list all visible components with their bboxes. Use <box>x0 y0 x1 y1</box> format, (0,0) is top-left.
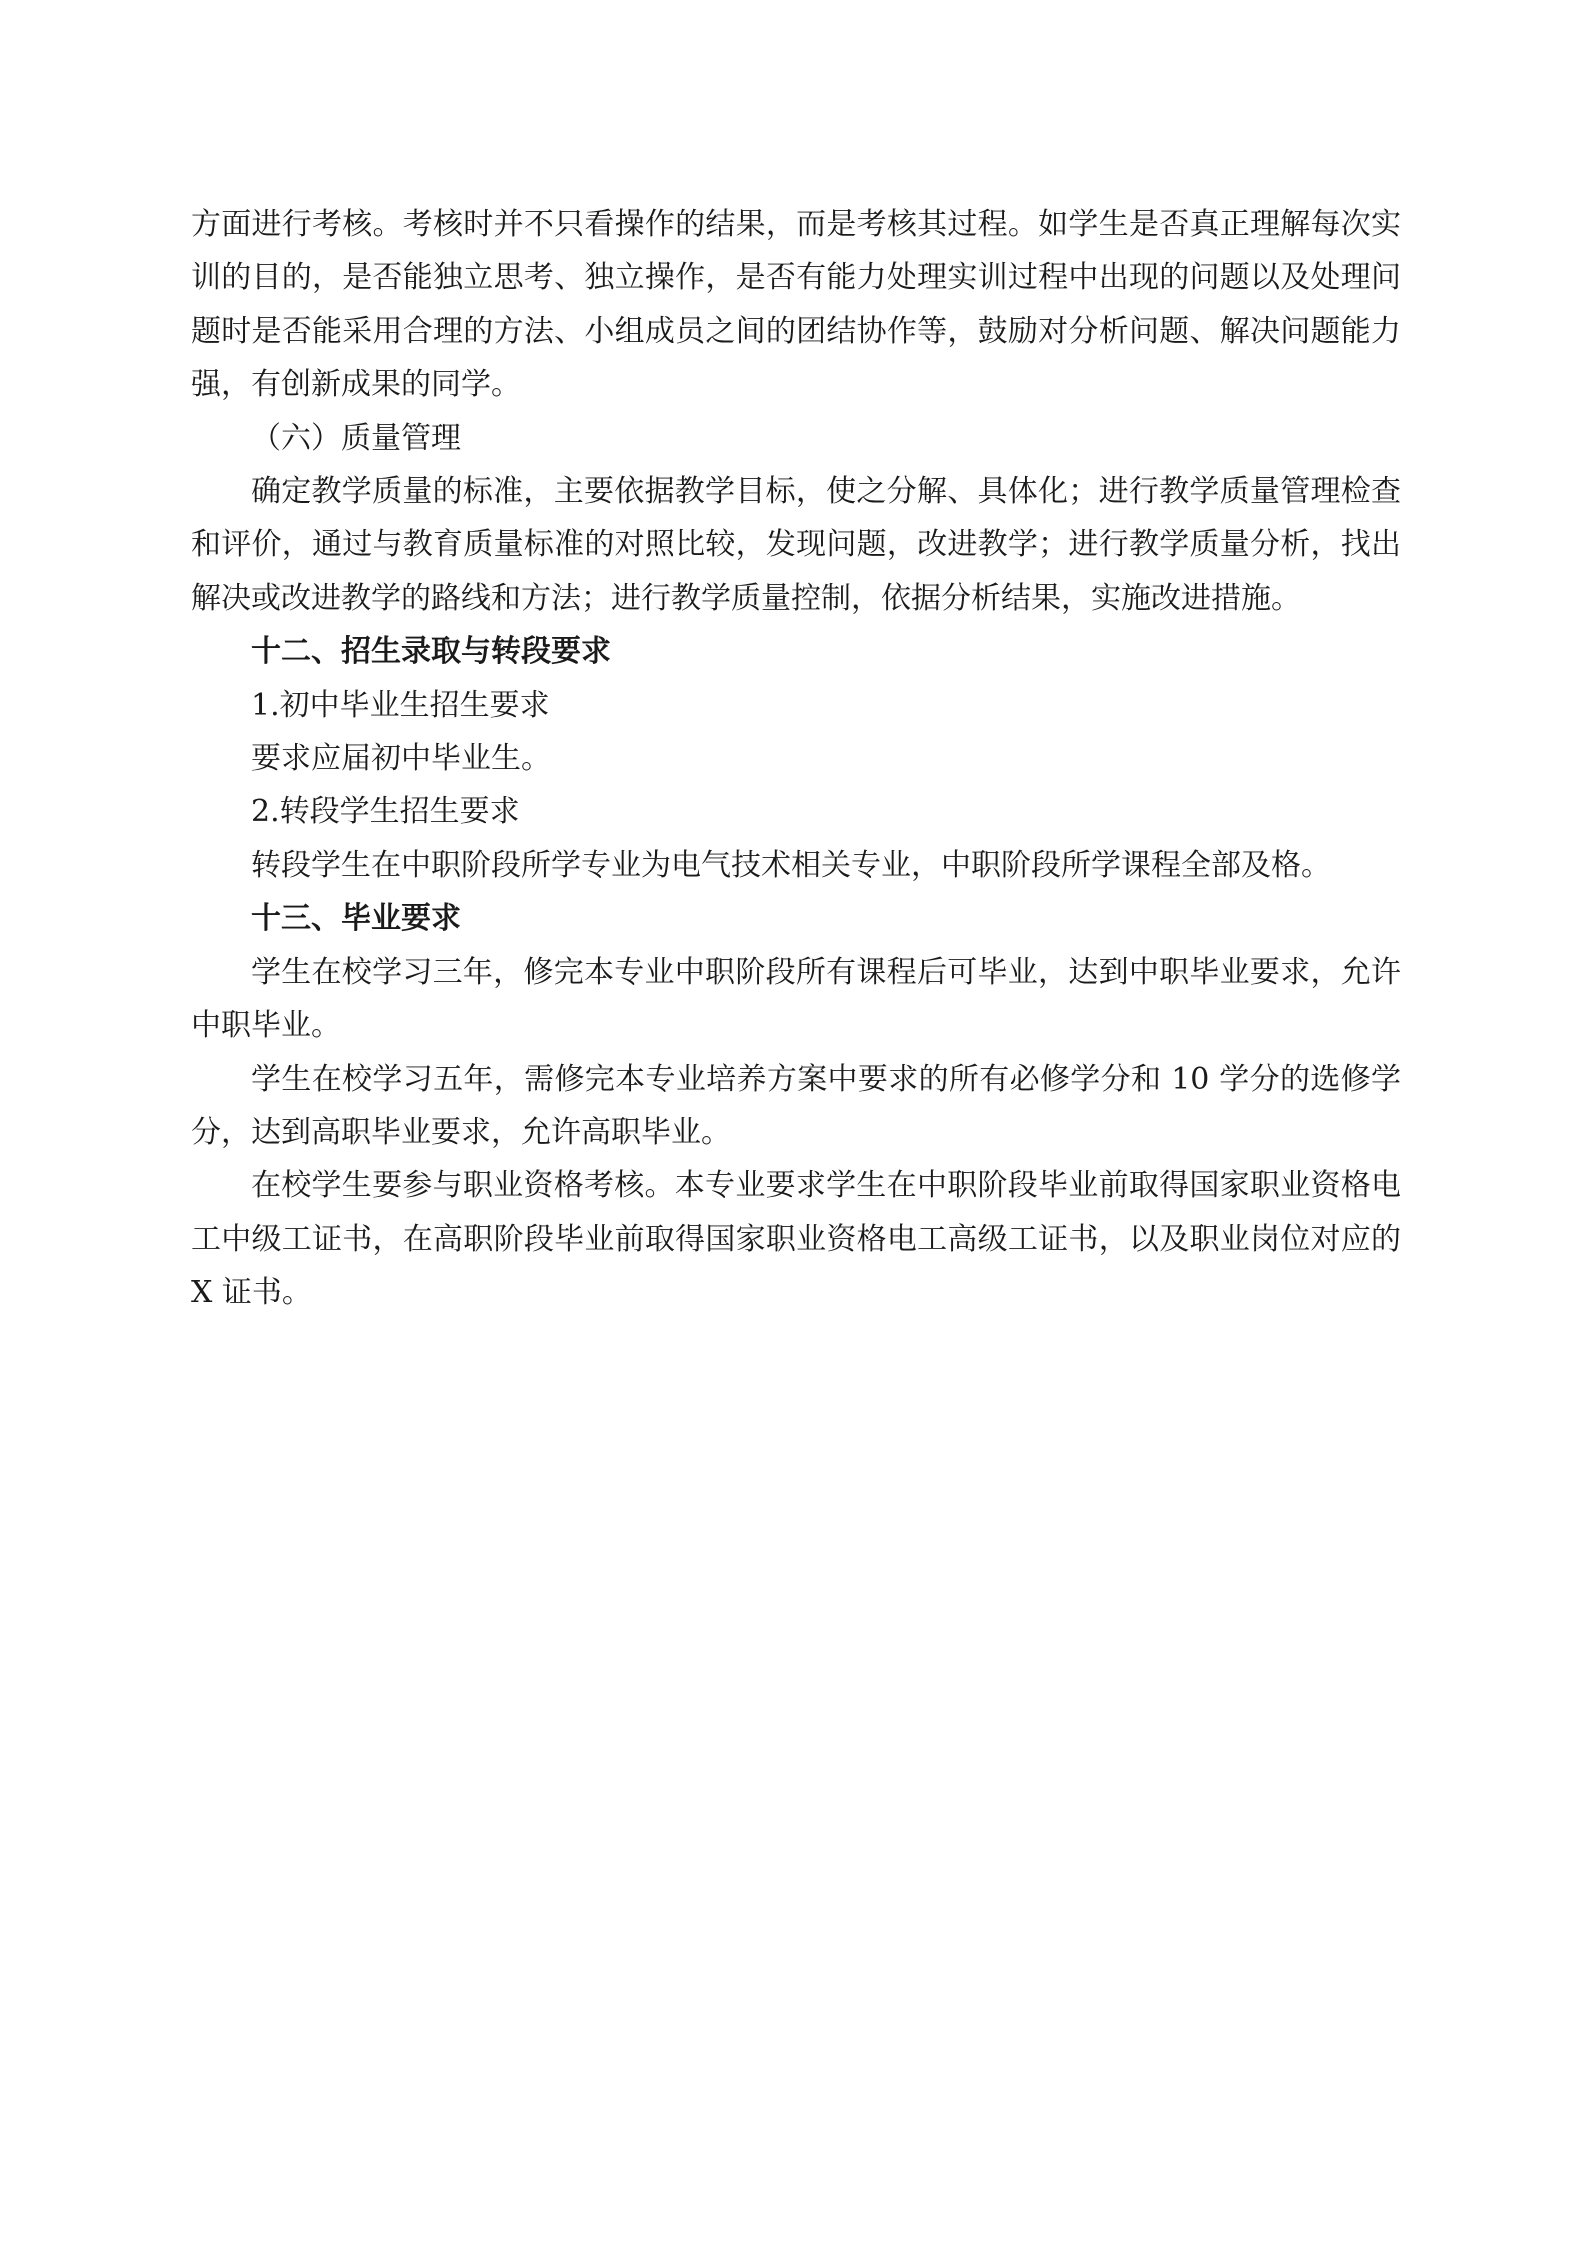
transfer-student-paragraph: 转段学生在中职阶段所学专业为电气技术相关专业，中职阶段所学课程全部及格。 <box>251 847 1331 883</box>
five-year-graduation-paragraph: 学生在校学习五年，需修完本专业培养方案中要求的所有必修学分和 10 学分的选修学分，达到高职毕业要求，允许高职毕业。 <box>191 1061 1401 1150</box>
junior-graduate-paragraph: 要求应届初中毕业生。 <box>251 741 551 777</box>
section-13-heading: 十三、毕业要求 <box>251 901 461 937</box>
quality-management-subheading: （六）质量管理 <box>251 420 461 456</box>
assessment-paragraph: 方面进行考核。考核时并不只看操作的结果，而是考核其过程。如学生是否真正理解每次实训的目的，是否能独立思考、独立操作，是否有能力处理实训过程中出现的问题以及处理问题时是否能采用合理的方法、小组成员之间的团结协作等，鼓励对分析问题、解决问题能力强，有创新成果的同学。 <box>191 207 1401 403</box>
three-year-graduation-paragraph: 学生在校学习三年，修完本专业中职阶段所有课程后可毕业，达到中职毕业要求，允许中职毕业。 <box>191 954 1401 1044</box>
quality-management-paragraph: 确定教学质量的标准，主要依据教学目标，使之分解、具体化；进行教学质量管理检查和评价，通过与教育质量标准的对照比较，发现问题，改进教学；进行教学质量分析，找出解决或改进教学的路线和方法；进行教学质量控制，依据分析结果，实施改进措施。 <box>191 474 1401 616</box>
section-12-heading: 十二、招生录取与转段要求 <box>251 634 611 670</box>
junior-graduate-subheading: 1.初中毕业生招生要求 <box>251 687 550 723</box>
transfer-student-subheading: 2.转段学生招生要求 <box>251 794 520 830</box>
document-body <box>191 198 1401 1320</box>
certification-paragraph: 在校学生要参与职业资格考核。本专业要求学生在中职阶段毕业前取得国家职业资格电工中级工证书，在高职阶段毕业前取得国家职业资格电工高级工证书，以及职业岗位对应的 X 证书。 <box>191 1168 1401 1311</box>
